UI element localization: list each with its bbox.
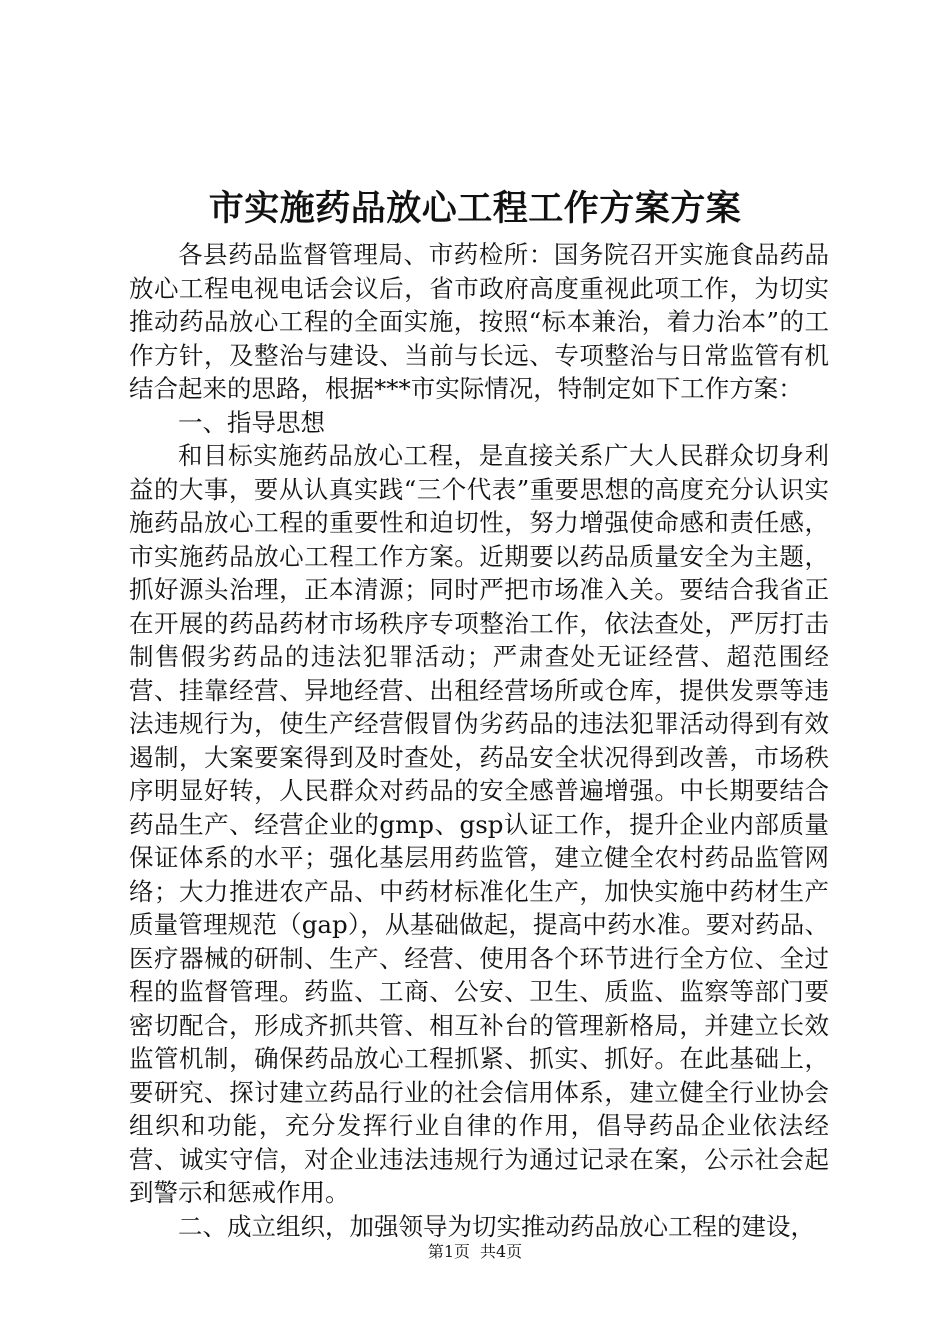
page-total: 共4页	[480, 1242, 523, 1261]
document-body	[129, 238, 829, 1243]
page-number: 第1页	[427, 1242, 470, 1261]
paragraph-goals: 和目标实施药品放心工程，是直接关系广大人民群众切身利益的大事，要从认真实践“三个代表”重要思想的高度充分认识实施药品放心工程的重要性和迫切性，努力增强使命感和责任感，市实施药品放心工程工作方案。近期要以药品质量安全为主题，抓好源头治理，正本清源；同时严把市场准入关。要结合我省正在开展的药品药材市场秩序专项整治工作，依法查处，严厉打击制售假劣药品的违法犯罪活动；严肃查处无证经营、超范围经营、挂靠经营、异地经营、出租经营场所或仓库，提供发票等违法违规行为，使生产经营假冒伪劣药品的违法犯罪活动得到有效遏制，大案要案得到及时查处，药品安全状况得到改善，市场秩序明显好转，人民群众对药品的安全感普遍增强。中长期要结合药品生产、经营企业的gmp、gsp认证工作，提升企业内部质量保证体系的水平；强化基层用药监管，建立健全农村药品监管网络；大力推进农产品、中药材标准化生产，加快实施中药材生产质量管理规范（gap），从基础做起，提高中药水准。要对药品、医疗器械的研制、生产、经营、使用各个环节进行全方位、全过程的监督管理。药监、工商、公安、卫生、质监、监察等部门要密切配合，形成齐抓共管、相互补台的管理新格局，并建立长效监管机制，确保药品放心工程抓紧、抓实、抓好。在此基础上，要研究、探讨建立药品行业的社会信用体系，建立健全行业协会组织和功能，充分发挥行业自律的作用，倡导药品企业依法经营、诚实守信，对企业违法违规行为通过记录在案，公示社会起到警示和惩戒作用。	[129, 441, 829, 1207]
page-footer	[0, 1241, 950, 1263]
section-heading-organization: 二、成立组织，加强领导为切实推动药品放心工程的建设，	[178, 1211, 815, 1241]
document-title: 市实施药品放心工程工作方案方案	[208, 188, 742, 229]
section-heading-guiding-thought: 一、指导思想	[178, 407, 325, 437]
paragraph-intro: 各县药品监督管理局、市药检所：国务院召开实施食品药品放心工程电视电话会议后，省市政府高度重视此项工作，为切实推动药品放心工程的全面实施，按照“标本兼治，着力治本”的工作方针，及整治与建设、当前与长远、专项整治与日常监管有机结合起来的思路，根据***市实际情况，特制定如下工作方案：	[129, 240, 829, 403]
